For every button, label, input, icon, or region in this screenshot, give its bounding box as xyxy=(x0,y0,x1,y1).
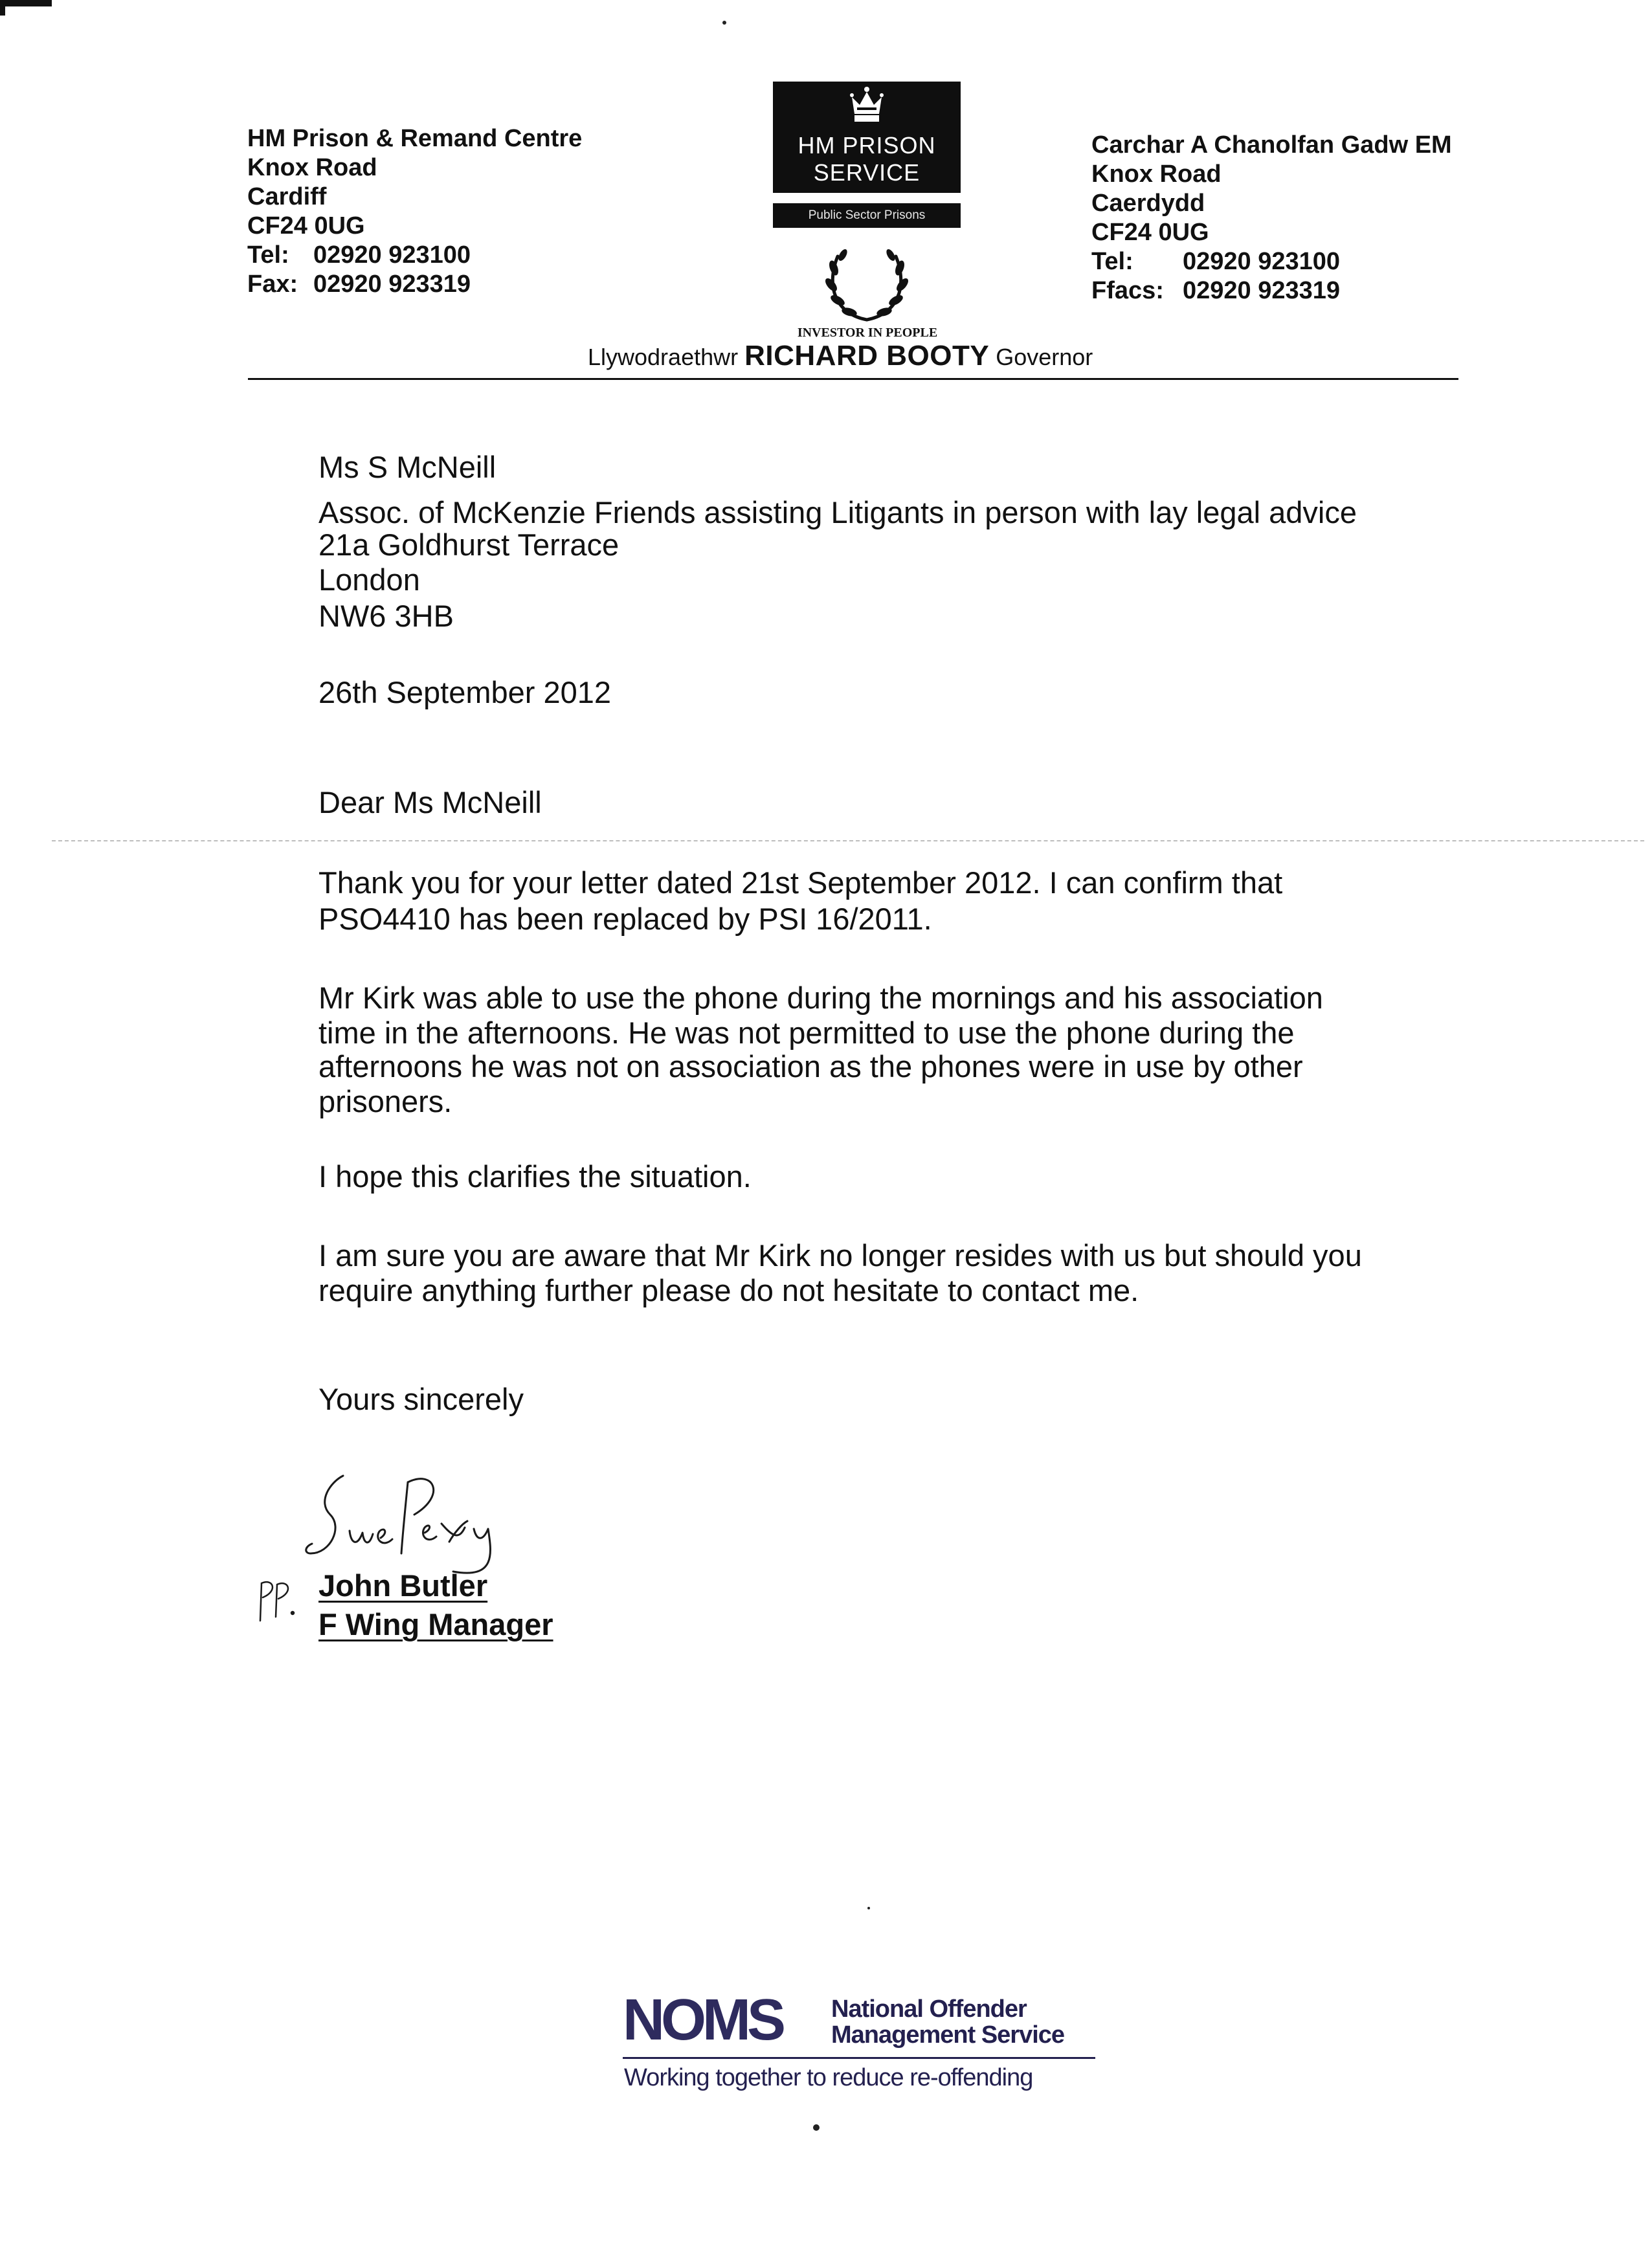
address-line: Carchar A Chanolfan Gadw EM xyxy=(1091,131,1452,159)
telephone-number: 02920 923100 xyxy=(1183,248,1341,275)
header-divider xyxy=(248,378,1458,380)
address-line: Caerdydd xyxy=(1091,190,1205,217)
fax-row xyxy=(1091,276,1452,306)
address-line: CF24 0UG xyxy=(247,212,365,239)
recipient-organisation: Assoc. of McKenzie Friends assisting Litigants in person with lay legal advice xyxy=(318,495,1357,529)
body-paragraph-4-line-2: require anything further please do not hesitate to contact me. xyxy=(318,1273,1139,1307)
salutation: Dear Ms McNeill xyxy=(318,785,542,819)
noms-full-name xyxy=(831,1996,1064,2048)
body-paragraph-2-line-1: Mr Kirk was able to use the phone during the mornings and his association xyxy=(318,981,1323,1015)
fax-label: Ffacs: xyxy=(1091,277,1164,304)
telephone-row xyxy=(1091,247,1452,276)
letter-date: 26th September 2012 xyxy=(318,675,612,709)
signatory-name: John Butler xyxy=(318,1568,488,1603)
body-paragraph-2-line-3: afternoons he was not on association as the phones were in use by other xyxy=(318,1049,1303,1084)
governor-line xyxy=(588,340,1093,372)
telephone-row xyxy=(247,241,582,270)
body-paragraph-3-line-1: I hope this clarifies the situation. xyxy=(318,1159,752,1194)
noms-tagline: Working together to reduce re-offending xyxy=(624,2064,1033,2091)
recipient-postcode: NW6 3HB xyxy=(318,599,454,633)
body-paragraph-4-line-1: I am sure you are aware that Mr Kirk no longer resides with us but should you xyxy=(318,1238,1362,1273)
telephone-label: Tel: xyxy=(1091,248,1133,275)
body-paragraph-2-line-2: time in the afternoons. He was not permitted to use the phone during the xyxy=(318,1016,1295,1050)
scan-speck xyxy=(867,1907,870,1909)
handwritten-signature xyxy=(304,1456,524,1586)
signatory-role: F Wing Manager xyxy=(318,1607,553,1641)
laurel-wreath-icon xyxy=(818,237,915,328)
scan-corner-mark xyxy=(0,0,52,6)
public-sector-prisons-label: Public Sector Prisons xyxy=(773,203,961,228)
fax-label: Fax: xyxy=(247,271,298,298)
address-line: HM Prison & Remand Centre xyxy=(247,125,583,152)
telephone-number: 02920 923100 xyxy=(313,241,471,269)
fax-number: 02920 923319 xyxy=(313,271,471,298)
scan-speck xyxy=(722,21,726,25)
logo-title-line-2: SERVICE xyxy=(813,159,921,186)
governor-name: RICHARD BOOTY xyxy=(744,340,990,372)
scan-fold-line xyxy=(52,840,1644,841)
fax-row xyxy=(247,270,582,299)
investor-in-people-label: INVESTOR IN PEOPLE xyxy=(797,326,938,340)
noms-footer-logo xyxy=(623,1988,1095,2095)
governor-english-title: Governor xyxy=(996,344,1093,370)
address-line: CF24 0UG xyxy=(1091,219,1209,246)
recipient-name: Ms S McNeill xyxy=(318,450,497,484)
body-paragraph-1-line-2: PSO4410 has been replaced by PSI 16/2011. xyxy=(318,902,932,936)
governor-welsh-title: Llywodraethwr xyxy=(588,344,739,370)
recipient-street: 21a Goldhurst Terrace xyxy=(318,528,620,562)
address-line: Cardiff xyxy=(247,183,327,210)
logo-title-line-1: HM PRISON xyxy=(798,132,936,159)
noms-name-line-2: Management Service xyxy=(831,2021,1065,2049)
address-line: Knox Road xyxy=(247,154,377,181)
closing: Yours sincerely xyxy=(318,1382,524,1416)
noms-name-line-1: National Offender xyxy=(831,1996,1027,2023)
body-paragraph-2-line-4: prisoners. xyxy=(318,1084,452,1118)
scan-speck xyxy=(813,2124,820,2131)
hm-prison-service-logo xyxy=(773,82,961,193)
noms-wordmark: NOMS xyxy=(623,1988,782,2052)
noms-divider xyxy=(623,2057,1095,2059)
crown-icon xyxy=(849,85,884,126)
telephone-label: Tel: xyxy=(247,241,289,269)
body-paragraph-1-line-1: Thank you for your letter dated 21st September 2012. I can confirm that xyxy=(318,865,1283,900)
prison-address-welsh xyxy=(1091,131,1452,306)
pp-handwritten-mark xyxy=(254,1574,306,1626)
fax-number: 02920 923319 xyxy=(1183,277,1341,304)
recipient-city: London xyxy=(318,562,420,597)
hm-prison-service-title xyxy=(773,132,961,186)
prison-address-english xyxy=(247,124,582,299)
scan-corner-mark-vertical xyxy=(0,0,5,16)
address-line: Knox Road xyxy=(1091,161,1222,188)
